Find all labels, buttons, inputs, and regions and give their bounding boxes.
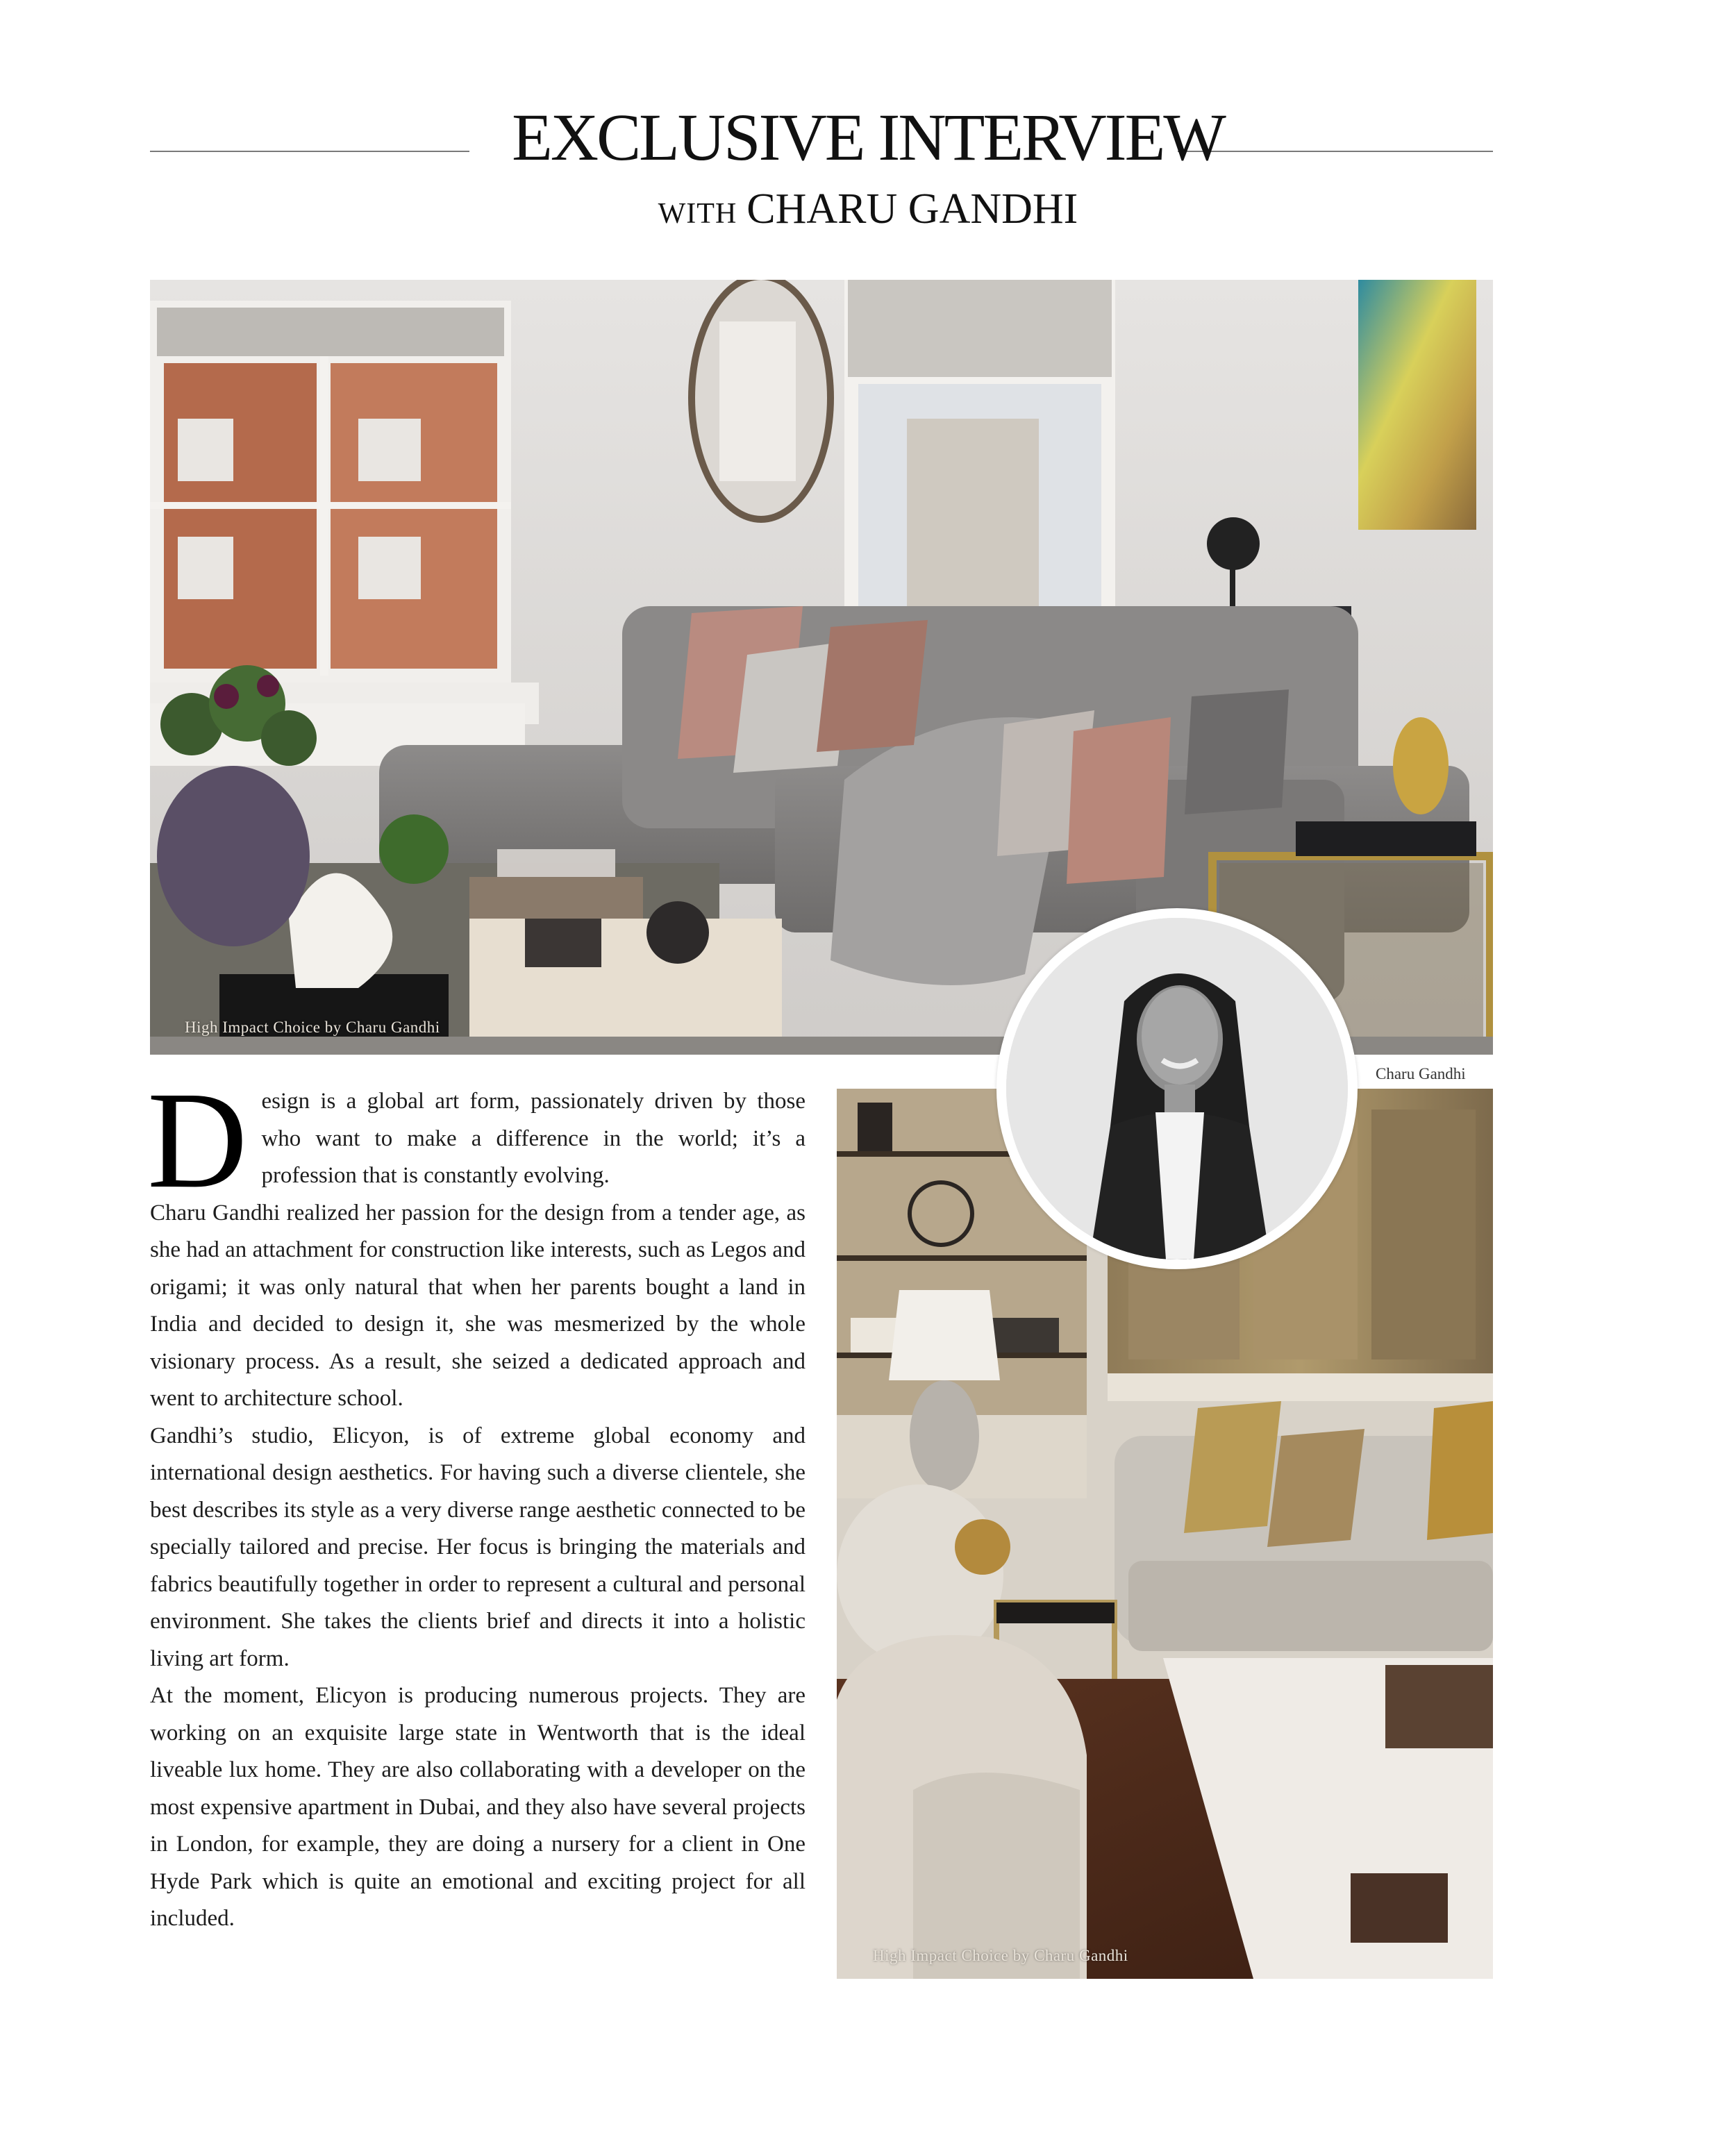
portrait-caption: Charu Gandhi <box>1376 1065 1466 1082</box>
article-paragraph: Charu Gandhi realized her passion for the design from a tender age, as she had an attachment for construction like interests, such as Legos and origami; it was only natural that when her parents bought a land in India and decided to design it, she was mesmerized by the whole visionary process. As a result, she seized a dedicated approach and went to architecture school. <box>150 1200 806 1411</box>
article-paragraph <box>147 1064 806 1217</box>
top-photo-caption: High Impact Choice by Charu Gandhi <box>185 1019 440 1036</box>
bottom-photo-caption: High Impact Choice by Charu Gandhi <box>873 1947 1128 1964</box>
portrait-frame <box>996 908 1358 1269</box>
top-living-room-photo <box>150 280 1493 1055</box>
article-paragraph: At the moment, Elicyon is producing numerous projects. They are working on an exquisite large state in Wentworth that is the ideal liveable lux home. They are also collaborating with a developer on the most expensive apartment in Dubai, and they also have several projects in London, for example, they are doing a nursery for a client in One Hyde Park which is quite an emotional and exciting project for all included. <box>150 1683 806 1931</box>
subtitle-name: CHARU GANDHI <box>746 185 1078 233</box>
portrait-photo <box>1006 918 1348 1259</box>
paragraph-1-text: esign is a global art form, passionately driven by those who want to make a difference in the world; it’s a profession that is constantly evolving. <box>261 1089 806 1188</box>
drop-cap: D <box>147 1064 248 1217</box>
article-body <box>147 1064 806 1938</box>
page-title: EXCLUSIVE INTERVIEW <box>512 100 1224 174</box>
page-subtitle <box>0 187 1736 231</box>
article-paragraph: Gandhi’s studio, Elicyon, is of extreme global economy and international design aesthetics. For having such a diverse clientele, she best describes its style as a very diverse range aesthetic connected to be specially tailored and precise. Her focus is bringing the materials and fabrics beautifully together in order to represent a cultural and personal environment. She takes the clients brief and directs it into a holistic living art form. <box>150 1423 806 1671</box>
subtitle-prefix: WITH <box>658 198 737 230</box>
